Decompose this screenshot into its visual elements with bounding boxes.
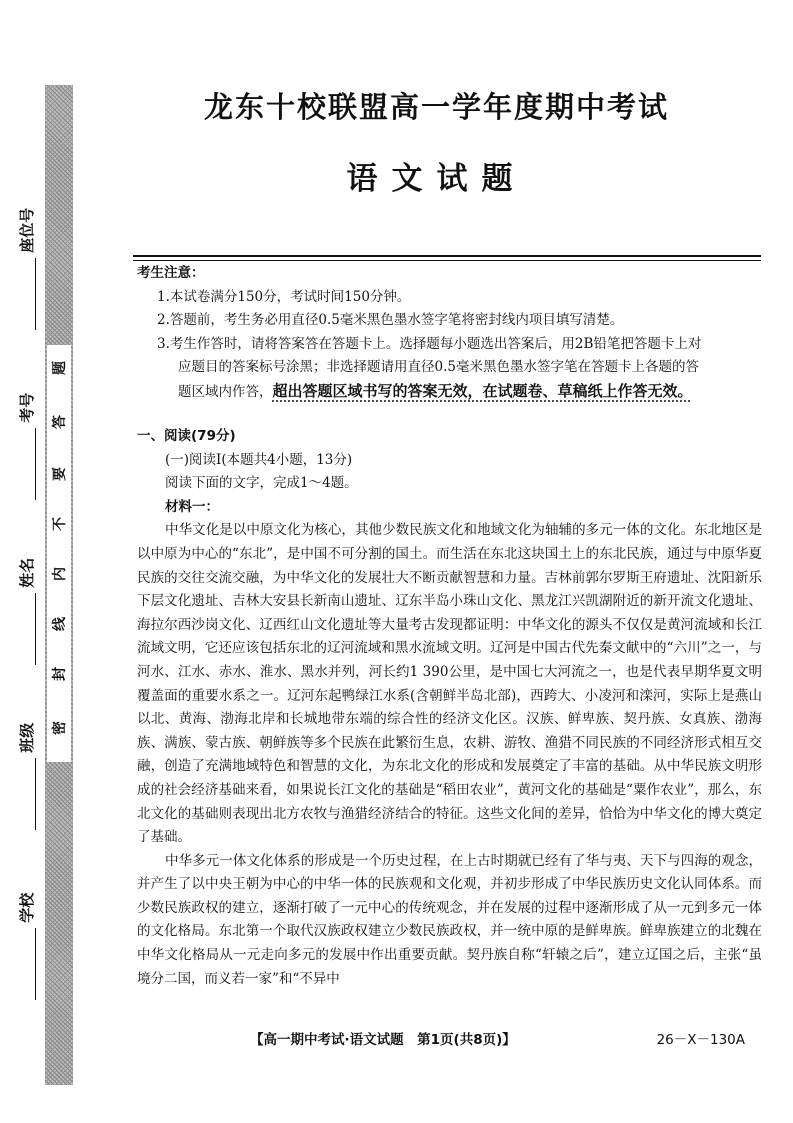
notice-item: 1.本试卷满分150分，考试时间150分钟。 [157,288,411,305]
section-heading: 一、阅读(79分) [137,428,236,444]
seal-char: 题 [52,361,68,375]
class-label: 班级 [18,722,36,753]
reading-section [137,425,762,991]
school-label: 学校 [18,892,36,923]
header-rule-thin [133,260,761,261]
exam-number-label: 考号 [18,392,36,423]
instruction: 阅读下面的文字，完成1～4题。 [165,475,358,492]
notice-item-continued: 应题目的答案标号涂黑；非选择题请用直径0.5毫米黑色墨水签字笔在答题卡上各题的答 [178,359,699,375]
paper-code: 26－X－130A [656,1032,745,1048]
seat-number-label: 座位号 [18,207,36,253]
paragraph: 中华多元一体文化体系的形成是一个历史过程，在上古时期就已经有了华与夷、天下与四海的观念，并产生了以中央王朝为中心的中华一体的民族观和文化观，并初步形成了中华民族历史文化认同体系。而少数民族政权的建立，逐渐打破了一元中心的传统观念，并在发展的过程中逐渐形成了从一元到多元一体的文化格局。东北第一个取代汉族政权建立少数民族政权，并一统中原的是鲜卑族。鲜卑族建立的北魏在中华文化格局从一元走向多元的发展中作出重要贡献。契丹族自称“轩辕之后”，建立辽国之后，主张“虽境分二国，而义若一家”和“不异中 [137,852,762,987]
seal-char: 答 [52,415,68,429]
school-field[interactable] [14,870,40,1000]
page-footer [250,1028,770,1048]
name-field[interactable] [14,535,40,665]
notice-item: 3.考生作答时，请将答案答在答题卡上。选择题每小题选出答案后，用2B铅笔把答题卡上对 [157,335,702,352]
notice-item-continued [137,380,762,405]
subsection-heading: (一)阅读Ⅰ(本题共4小题，13分) [165,451,353,468]
seal-char: 不 [52,517,68,531]
seat-number-field[interactable] [14,200,40,330]
header-rule [133,255,761,257]
notice-item: 2.答题前，考生务必用直径0.5毫米黑色墨水签字笔将密封线内项目填写清楚。 [157,312,624,328]
paragraph: 中华文化是以中原文化为核心，其他少数民族文化和地域文化为轴辅的多元一体的文化。东北地区是以中原为中心的“东北”，是中国不可分割的国土。而生活在东北这块国土上的东北民族，通过与中原华夏民族的交往交流交融，为中华文化的发展壮大不断贡献智慧和力量。吉林前郭尔罗斯王府遗址、沈阳新乐下层文化遗址、吉林大安县长新南山遗址、辽东半岛小珠山文化、黑龙江兴凯湖附近的新开流文化遗址、海拉尔西沙岗文化、辽西红山文化遗址等大量考古发现都证明：中华文化的源头不仅仅是黄河流域和长江流域文明，它还应该包括东北的辽河流域和黑水流域文明。辽河是中国古代先秦文献中的“六川”之一，与河水、江水、赤水、淮水、黑水并列，河长约1 390公里，是中国七大河流之一，也是代表早期华夏文明覆盖面的重要水系之一。辽河东起鸭绿江水系(含朝鲜半岛北部)，西跨大、小凌河和滦河，实际上是燕山以北、黄海、渤海北岸和长城地带东端的综合性的经济文化区。汉族、鲜卑族、契丹族、女真族、渤海族、满族、蒙古族、朝鲜族等多个民族在此繁衍生息，农耕、游牧、渔猎不同民族的不同经济形式相互交融，创造了充满地域特色和智慧的文化，为东北文化的形成和发展奠定了丰富的基础。从中华民族文明形成的社会经济基础来看，如果说长江文化的基础是“稻田农业”，黄河文化的基础是“粟作农业”，那么，东北文化的基础则表现出北方农牧与渔猎经济结合的特征。这些文化间的差异，恰恰为中华文化的博大奠定了基础。 [137,522,762,846]
name-label: 姓名 [18,557,36,588]
seal-char: 封 [52,667,68,681]
seal-line-box [47,345,71,762]
exam-title: 龙东十校联盟高一学年度期中考试 [203,90,669,124]
material-label: 材料一： [165,498,219,515]
seal-char: 内 [52,567,68,581]
notice-heading: 考生注意： [137,265,205,281]
seal-char: 线 [52,617,68,631]
seal-char: 要 [52,467,68,481]
notice-plain-text: 题区域内作答， [178,383,273,400]
class-field[interactable] [14,700,40,830]
exam-number-field[interactable] [14,370,40,500]
seal-char: 密 [52,721,68,735]
subject-title: 语文试题 [346,161,527,197]
notice-emphasis: 超出答题区域书写的答案无效，在试题卷、草稿纸上作答无效。 [272,381,693,400]
candidate-notice [137,262,762,404]
footer-label: 【高一期中考试·语文试题 第1页(共8页)】 [250,1032,516,1048]
